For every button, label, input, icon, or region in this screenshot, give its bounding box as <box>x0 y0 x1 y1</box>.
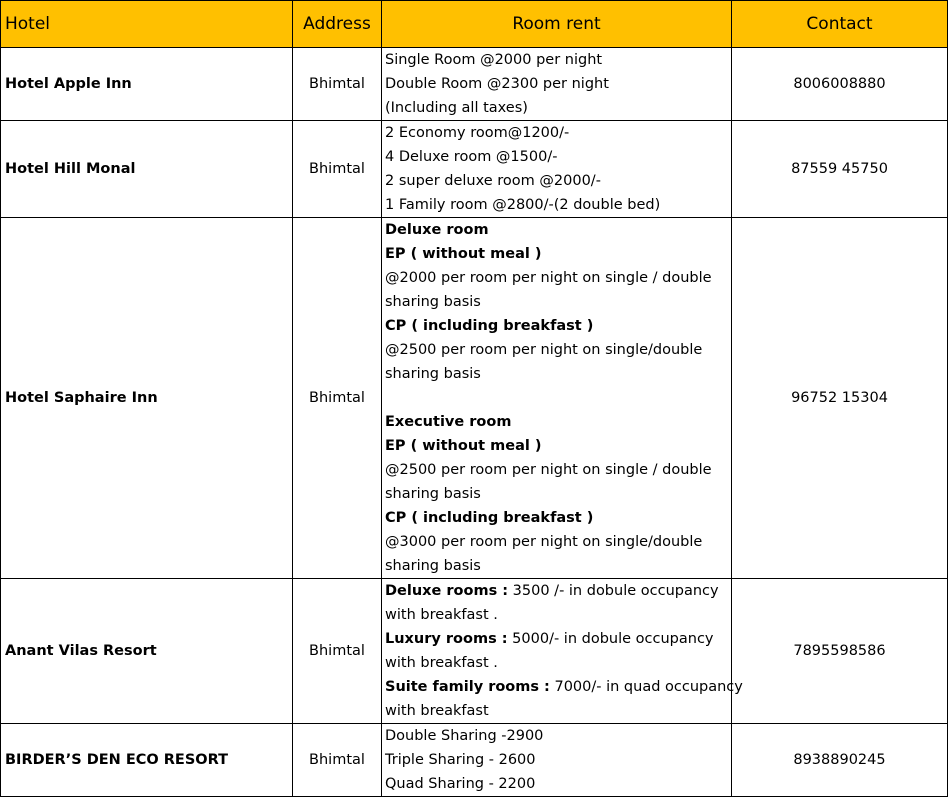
rent-line <box>385 169 731 193</box>
rent-line <box>385 675 743 699</box>
rent-line <box>385 748 731 772</box>
rent-line-text: @2500 per room per night on single / double <box>385 462 712 478</box>
rent-line-text: Double Room @2300 per night <box>385 76 609 92</box>
rent-line <box>385 72 731 96</box>
header-row <box>1 1 948 48</box>
address-cell: Bhimtal <box>293 724 382 797</box>
rent-line-text: with breakfast . <box>385 607 498 623</box>
rent-line-bold: EP ( without meal ) <box>385 438 542 454</box>
room-rent-cell <box>382 48 732 121</box>
hotel-name-cell: Hotel Apple Inn <box>1 48 293 121</box>
rent-line <box>385 579 731 603</box>
table-row <box>1 121 948 218</box>
contact-cell: 87559 45750 <box>732 121 948 218</box>
contact-cell: 7895598586 <box>732 579 948 724</box>
address-cell: Bhimtal <box>293 579 382 724</box>
rent-line <box>385 410 731 434</box>
rent-line-text: 4 Deluxe room @1500/- <box>385 149 558 165</box>
rent-line <box>385 362 731 386</box>
contact-cell: 8006008880 <box>732 48 948 121</box>
room-rent-cell <box>382 579 743 724</box>
rent-line-bold: CP ( including breakfast ) <box>385 318 594 334</box>
rent-line <box>385 242 731 266</box>
rent-line-text: 2 Economy room@1200/- <box>385 125 570 141</box>
rent-line-bold: Suite family rooms : <box>385 679 550 695</box>
rent-line <box>385 314 731 338</box>
rent-line-text: sharing basis <box>385 486 481 502</box>
rent-line-text: 2 super deluxe room @2000/- <box>385 173 601 189</box>
rent-line-bold: EP ( without meal ) <box>385 246 542 262</box>
rent-line-text: 5000/- in dobule occupancy <box>507 631 714 647</box>
rent-line-text: Double Sharing -2900 <box>385 728 544 744</box>
rent-line-bold: CP ( including breakfast ) <box>385 510 594 526</box>
rent-line-text: 3500 /- in dobule occupancy <box>508 583 719 599</box>
rent-line <box>385 145 731 169</box>
room-rent-cell <box>382 121 732 218</box>
contact-cell: 8938890245 <box>732 724 948 797</box>
room-rent-cell <box>382 218 732 579</box>
rent-line-text: sharing basis <box>385 366 481 382</box>
rent-line <box>385 386 731 410</box>
header-room-rent: Room rent <box>382 1 732 48</box>
rent-line <box>385 554 731 578</box>
rent-line <box>385 530 731 554</box>
rent-line-text: with breakfast <box>385 703 489 719</box>
rent-line <box>385 506 731 530</box>
table-body <box>1 48 948 797</box>
rent-line-text: Single Room @2000 per night <box>385 52 603 68</box>
room-rent-cell <box>382 724 732 797</box>
rent-line <box>385 96 731 120</box>
table-row <box>1 48 948 121</box>
rent-line <box>385 266 731 290</box>
rent-line <box>385 290 731 314</box>
rent-line-text: @2000 per room per night on single / double <box>385 270 712 286</box>
rent-line <box>385 482 731 506</box>
contact-cell: 96752 15304 <box>732 218 948 579</box>
rent-line <box>385 603 731 627</box>
rent-line <box>385 338 731 362</box>
hotel-name-cell: BIRDER’S DEN ECO RESORT <box>1 724 293 797</box>
hotel-name-cell: Hotel Saphaire Inn <box>1 218 293 579</box>
header-hotel: Hotel <box>1 1 293 48</box>
header-contact: Contact <box>732 1 948 48</box>
rent-line <box>385 193 731 217</box>
rent-line <box>385 458 731 482</box>
rent-line-text: sharing basis <box>385 294 481 310</box>
rent-line-text: 1 Family room @2800/-(2 double bed) <box>385 197 661 213</box>
rent-line <box>385 772 731 796</box>
table-row <box>1 218 948 579</box>
rent-line <box>385 48 731 72</box>
rent-line-bold: Executive room <box>385 414 512 430</box>
rent-line <box>385 121 731 145</box>
table-row <box>1 579 948 724</box>
address-cell: Bhimtal <box>293 48 382 121</box>
rent-line <box>385 627 731 651</box>
rent-line <box>385 724 731 748</box>
rent-line-text: sharing basis <box>385 558 481 574</box>
address-cell: Bhimtal <box>293 218 382 579</box>
rent-line-text: @3000 per room per night on single/double <box>385 534 703 550</box>
rent-line-text: @2500 per room per night on single/double <box>385 342 703 358</box>
rent-line-text: (Including all taxes) <box>385 100 528 116</box>
rent-line <box>385 434 731 458</box>
rent-line <box>385 218 731 242</box>
rent-line-bold: Luxury rooms : <box>385 631 508 647</box>
rent-line-text: Triple Sharing - 2600 <box>385 752 536 768</box>
address-cell: Bhimtal <box>293 121 382 218</box>
rent-line-text: 7000/- in quad occupancy <box>549 679 743 695</box>
rent-line <box>385 699 731 723</box>
table-row <box>1 724 948 797</box>
header-address: Address <box>293 1 382 48</box>
rent-line-text: Quad Sharing - 2200 <box>385 776 536 792</box>
hotel-name-cell: Hotel Hill Monal <box>1 121 293 218</box>
rent-line <box>385 651 731 675</box>
rent-line-text: with breakfast . <box>385 655 498 671</box>
rent-line-bold: Deluxe room <box>385 222 489 238</box>
rent-line-bold: Deluxe rooms : <box>385 583 509 599</box>
hotel-name-cell: Anant Vilas Resort <box>1 579 293 724</box>
